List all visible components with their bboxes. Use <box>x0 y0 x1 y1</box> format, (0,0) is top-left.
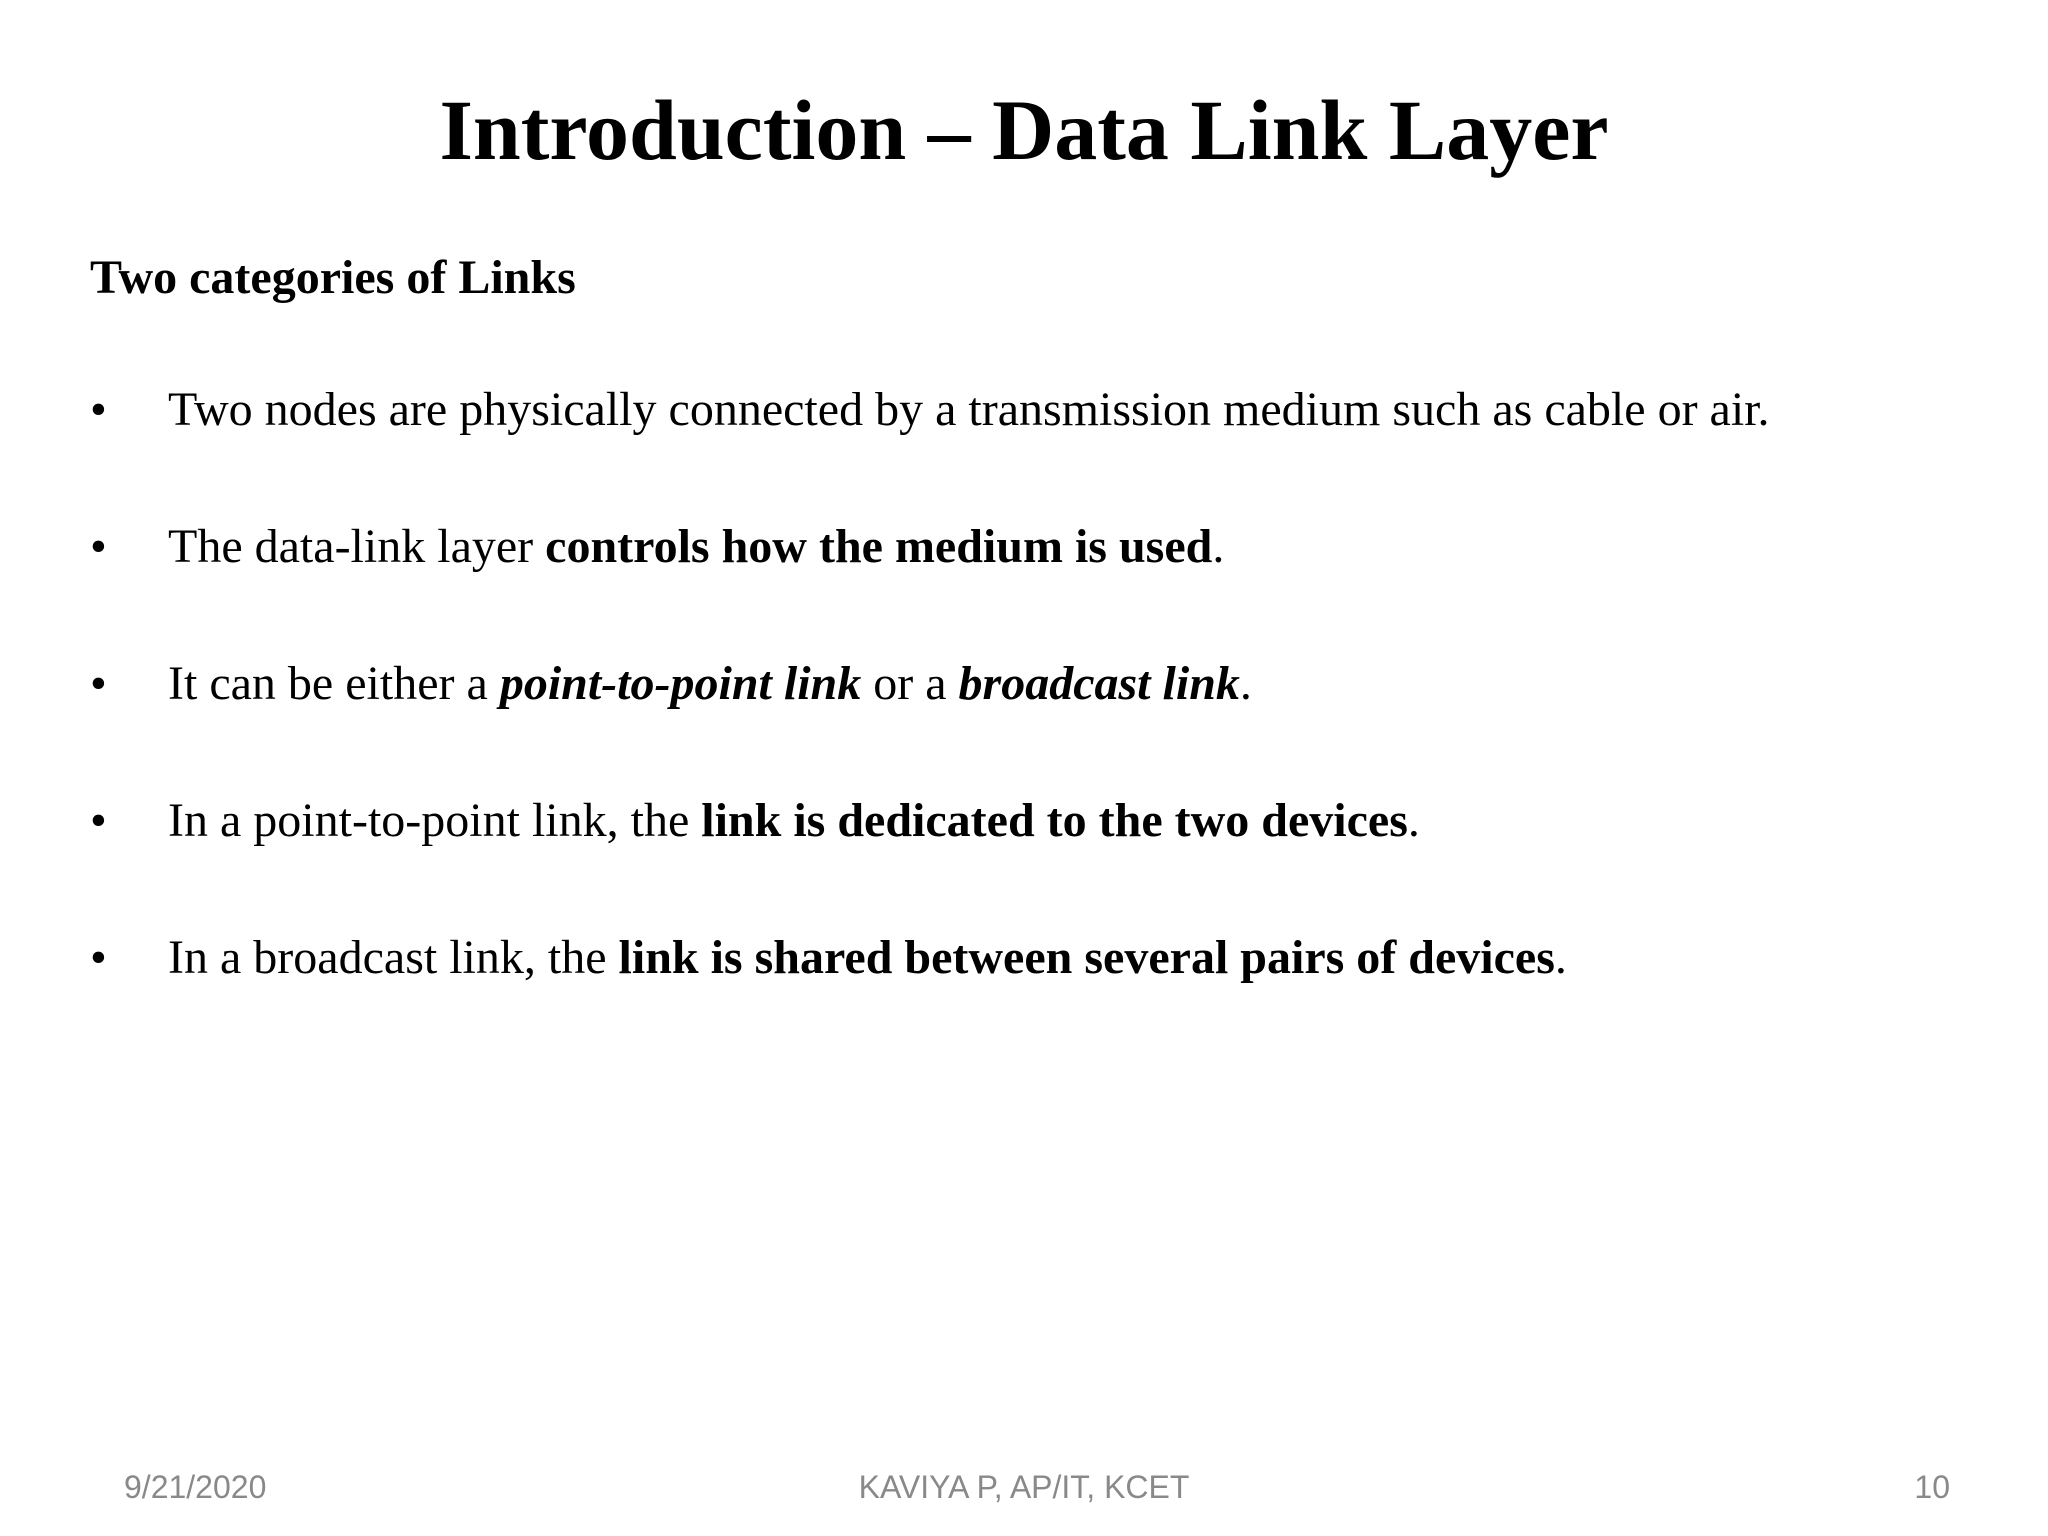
footer-page-number: 10 <box>1914 1469 1950 1505</box>
bullet-segment: Two nodes are physically connected by a transmission medium such as cable or air. <box>168 383 1770 436</box>
bullet-segment: . <box>1239 657 1252 710</box>
bullet-text <box>168 791 1420 851</box>
bullet-text <box>168 380 1770 440</box>
bullet-icon: • <box>90 794 107 847</box>
bullet-icon: • <box>90 931 107 984</box>
bullet-segment-bold-italic: broadcast link <box>958 657 1240 710</box>
bullet-item <box>0 380 2048 517</box>
bullet-segment: . <box>1554 931 1567 984</box>
bullet-icon: • <box>90 520 107 573</box>
bullet-item <box>0 928 2048 1065</box>
section-subheading: Two categories of Links <box>90 251 576 304</box>
footer-date: 9/21/2020 <box>124 1469 267 1505</box>
bullet-segment: It can be either a <box>168 657 500 710</box>
footer-author: KAVIYA P, AP/IT, KCET <box>858 1469 1190 1505</box>
bullet-item <box>0 654 2048 791</box>
bullet-segment: . <box>1407 794 1420 847</box>
bullet-segment: . <box>1212 520 1225 573</box>
bullet-text <box>168 517 1224 577</box>
slide-title: Introduction – Data Link Layer <box>439 82 1609 178</box>
bullet-segment-bold: controls how the medium is used <box>545 520 1213 573</box>
bullet-segment: The data-link layer <box>168 520 546 573</box>
bullet-text <box>168 928 1567 988</box>
bullet-list <box>0 380 2048 1065</box>
bullet-segment-bold: link is dedicated to the two devices <box>701 794 1408 847</box>
bullet-item <box>0 791 2048 928</box>
bullet-icon: • <box>90 383 107 436</box>
bullet-item <box>0 517 2048 654</box>
bullet-segment: or a <box>861 657 959 710</box>
bullet-text <box>168 654 1252 714</box>
bullet-icon: • <box>90 657 107 710</box>
bullet-segment: In a point-to-point link, the <box>168 794 702 847</box>
bullet-segment-bold-italic: point-to-point link <box>499 657 862 710</box>
bullet-segment: In a broadcast link, the <box>168 931 619 984</box>
bullet-segment-bold: link is shared between several pairs of devices <box>618 931 1555 984</box>
